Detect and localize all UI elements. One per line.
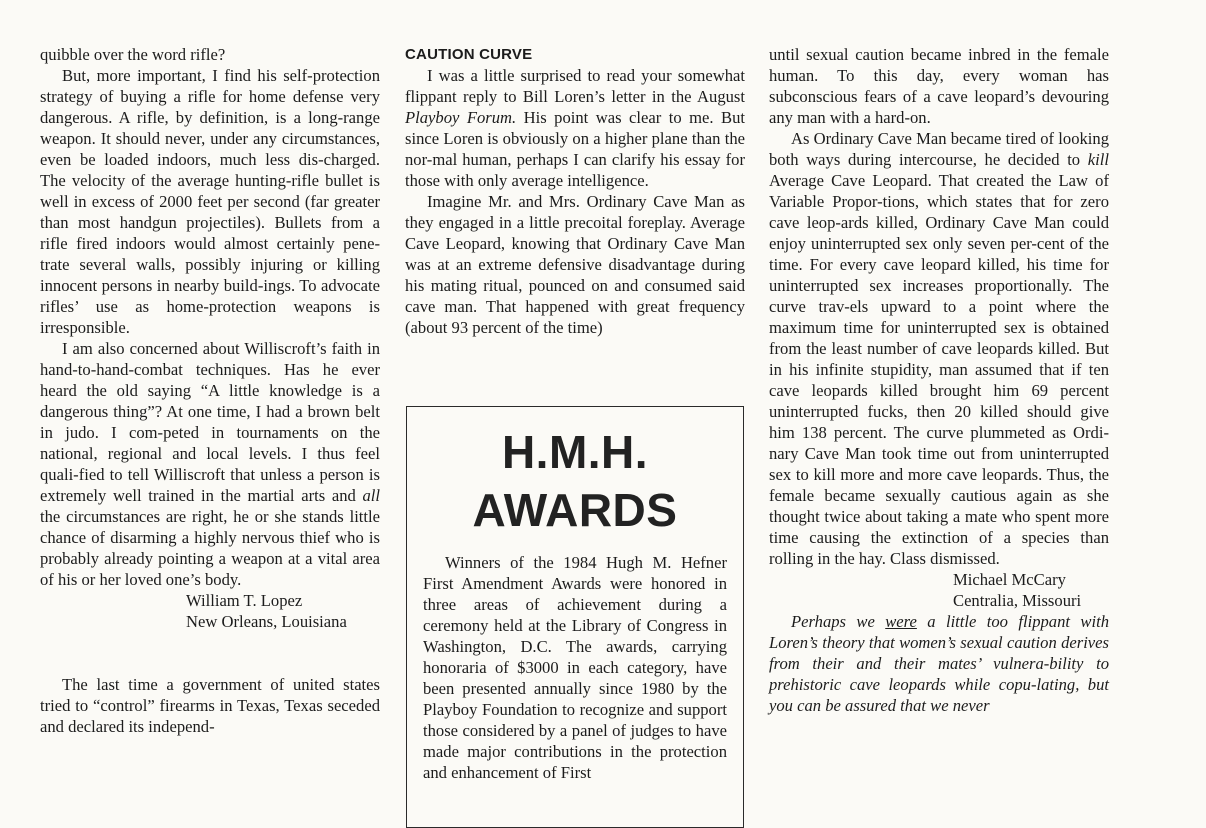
paragraph: But, more important, I find his self-protection strategy of buying a rifle for home defense very dangerous. A rifle, by definition, is a long-range weapon. It should never, under any circumstances, even be loaded indoors, much less dis-charged. The velocity of the average hunting-rifle bullet is well in excess of 2000 feet per second (far greater than most handgun projectiles). Bullets from a rifle fired indoors would almost certainly pene-trate several walls, possibly injuring or killing innocent persons in nearby build-ings. To advocate rifles’ use as home-protection weapons is irresponsible.	[40, 66, 380, 337]
emphasis: Playboy Forum.	[405, 108, 517, 127]
emphasis: kill	[1087, 150, 1109, 169]
paragraph	[405, 65, 745, 191]
emphasis: all	[362, 486, 380, 505]
paragraph: Winners of the 1984 Hugh M. Hefner First Amendment Awards were honored in three areas of achievement during a ceremony held at the Library of Congress in Washington, D.C. The awards, carrying honoraria of $3000 in each category, have been presented annually since 1980 by the Playboy Foundation to recognize and support those considered by a panel of judges to have made major contributions in the protection and enhancement of First	[423, 553, 727, 782]
paragraph	[769, 128, 1109, 569]
paragraph	[769, 611, 1109, 716]
text-run: I am also concerned about Williscroft’s faith in hand-to-hand-combat techniques. Has he ever heard the old saying “A little knowledge is a dangerous thing”? At one time, I had a brown belt in judo. I com-peted in tournaments on the national, regional and local levels. I thus feel quali-fied to tell Williscroft that unless a person is extremely well trained in the martial arts and	[40, 339, 380, 505]
signature-place: New Orleans, Louisiana	[186, 612, 347, 631]
underline: were	[885, 612, 917, 631]
awards-title-line1: H.M.H.	[501, 426, 649, 478]
awards-title-line2: AWARDS	[472, 484, 678, 536]
paragraph	[40, 338, 380, 590]
paragraph: quibble over the word rifle?	[40, 45, 226, 64]
text-run: I was a little surprised to read your somewhat flippant reply to Bill Loren’s letter in the August	[405, 66, 745, 106]
signature-name: William T. Lopez	[186, 591, 303, 610]
text-run: Perhaps we	[791, 612, 886, 631]
paragraph: Imagine Mr. and Mrs. Ordinary Cave Man as they engaged in a little precoital foreplay. Average Cave Leopard, knowing that Ordinary Cave Man was at an extreme defensive disadvantage during his mating ritual, pounced on and consumed said cave man. That happened with great frequency (about 93 percent of the time)	[405, 192, 745, 337]
section-heading: CAUTION CURVE	[405, 46, 533, 63]
paragraph: The last time a government of united states tried to “control” firearms in Texas, Texas seceded and declared its independ-	[40, 675, 380, 736]
awards-title	[407, 423, 743, 539]
text-run: a little too flippant with Loren’s theory that women’s sexual caution derives from their and their mates’ vulnera-bility to prehistoric cave leopards while copu-lating, but you can be assured that we never	[769, 612, 1109, 715]
text-run: Average Cave Leopard. That created the Law of Variable Propor-tions, which states that for zero cave leop-ards killed, Ordinary Cave Man could enjoy uninterrupted sex only seven per-cent of the time. For every cave leopard killed, his time for uninterrupted sex increases proportionally. The curve trav-els upward to a point where the maximum time for uninterrupted sex is obtained from the least number of cave leopards killed. But in his infinite stupidity, man assumed that if ten cave leopards killed brought him 69 percent uninterrupted fucks, then 20 killed should give him 138 percent. The curve plummeted as Ordi-nary Cave Man took time out from uninterrupted sex to kill more and more cave leopards. Thus, the female became sexually cautious again as she thought twice about taking a mate who spent more time causing the extinction of a species than rolling in the hay. Class dismissed.	[769, 171, 1109, 568]
spacer	[40, 632, 380, 674]
editor-reply	[769, 611, 1109, 716]
column-right	[769, 44, 1109, 716]
signature-name: Michael McCary	[953, 570, 1066, 589]
text-run: As Ordinary Cave Man became tired of looking both ways during intercourse, he decided to	[769, 129, 1109, 169]
signature-place: Centralia, Missouri	[953, 591, 1082, 610]
awards-body	[423, 552, 727, 783]
awards-box	[406, 406, 744, 828]
text-run: the circumstances are right, he or she stands little chance of disarming a highly nervous thief who is probably already pointing a weapon at a vital area of his or her loved one’s body.	[40, 507, 380, 589]
text-run: His point was clear to me. But since Loren is obviously on a higher plane than the nor-mal human, perhaps I can clarify his essay for those with only average intelligence.	[405, 108, 745, 190]
paragraph: until sexual caution became inbred in the female human. To this day, every woman has subconscious fears of a cave leopard’s devouring any man with a hard-on.	[769, 45, 1109, 127]
column-middle	[405, 44, 745, 338]
column-left	[40, 44, 380, 737]
